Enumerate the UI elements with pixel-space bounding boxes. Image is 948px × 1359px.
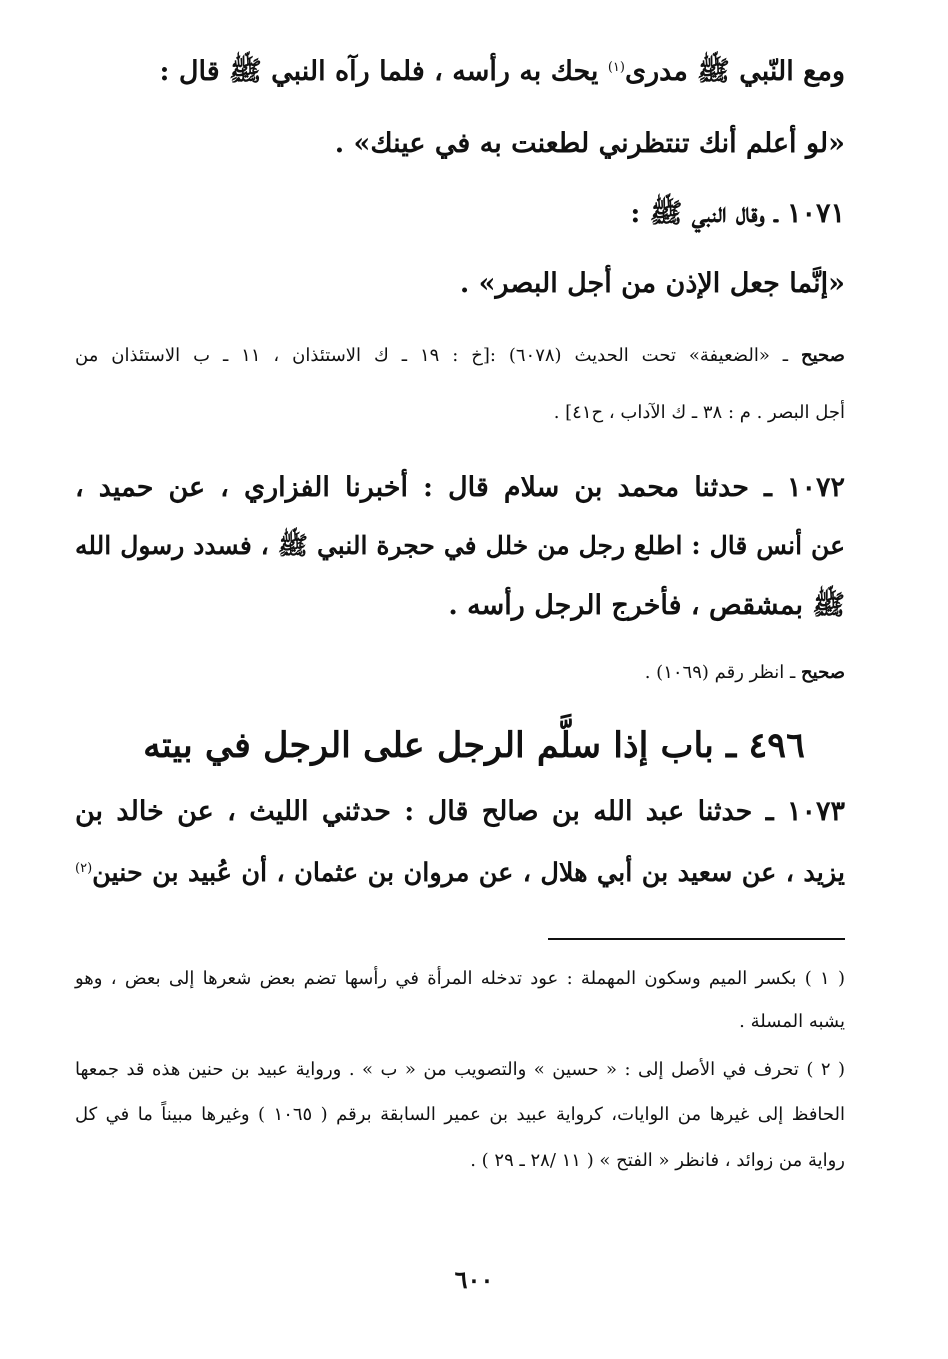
- source-note-2: [645, 664, 845, 682]
- hadith-quote-2: «إنَّما جعل الإذن من أجل البصر» .: [459, 268, 845, 299]
- hadith-1071-header: ١٠٧١ ـ وقال النبي ﷺ :: [630, 198, 845, 229]
- text-line-1: [160, 58, 845, 85]
- text-segment: يزيد ، عن سعيد بن أبي هلال ، عن مروان بن عثمان ، أن عُبيد بن حنين: [92, 858, 845, 888]
- footnote-2-line-1: ( ٢ ) تحرف في الأصل إلى : « حسين » والتصويب من « ب » . ورواية عبيد بن حنين هذه قد جمعها: [75, 1059, 845, 1080]
- footnote-ref-2: (٢): [75, 861, 93, 876]
- footnote-1-line-1: ( ١ ) بكسر الميم وسكون المهملة : عود تدخله المرأة في رأسها تضم بعض شعرها إلى بعض ، وهو: [75, 968, 846, 989]
- hadith-1073-line-2: [75, 858, 845, 888]
- hadith-1073-line-1: ١٠٧٣ ـ حدثنا عبد الله بن صالح قال : حدثني الليث ، عن خالد بن: [75, 796, 845, 827]
- footnote-2-line-2: الحافظ إلى غيرها من الوايات، كرواية عبيد بن عمير السابقة برقم ( ١٠٦٥ ) وغيرها مبيناً ما في كل: [75, 1104, 846, 1125]
- source-note-1-cont: أجل البصر . م : ٣٨ ـ ك الآداب ، ح٤١] .: [553, 402, 845, 423]
- source-note-1: [75, 347, 845, 365]
- hadith-quote-1: «لو أعلم أنك تنتظرني لطعنت به في عينك» .: [334, 128, 845, 159]
- footnote-2-line-3: رواية من زوائد ، فانظر « الفتح » ( ١١ /٢٨ ـ ٢٩ ) .: [470, 1150, 845, 1171]
- grade-label: صحيح: [801, 345, 845, 366]
- source-text: ـ «الضعيفة» تحت الحديث (٦٠٧٨) :[خ : ١٩ ـ ك الاستئذان ، ١١ ـ ب الاستئذان من: [75, 345, 801, 366]
- hadith-1072-line-2: عن أنس قال : اطلع رجل من خلل في حجرة النبي ﷺ ، فسدد رسول الله: [75, 531, 845, 560]
- text-segment: ومع النّبي ﷺ مدرى: [624, 56, 845, 87]
- hadith-1072-line-3: ﷺ بمشقص ، فأخرج الرجل رأسه .: [448, 590, 845, 621]
- footnote-ref-1: (١): [607, 60, 625, 75]
- hadith-1072-line-1: ١٠٧٢ ـ حدثنا محمد بن سلام قال : أخبرنا الفزاري ، عن حميد ،: [75, 472, 845, 503]
- footnote-divider: [548, 938, 845, 940]
- footnote-1-line-2: يشبه المسلة .: [739, 1011, 845, 1032]
- page-number: ٦٠٠: [454, 1265, 494, 1294]
- chapter-heading: ٤٩٦ ـ باب إذا سلَّم الرجل على الرجل في بيته: [143, 725, 805, 766]
- text-segment: يحك به رأسه ، فلما رآه النبي ﷺ قال :: [159, 56, 608, 87]
- source-text: ـ انظر رقم (١٠٦٩) .: [644, 662, 802, 683]
- grade-label: صحيح: [801, 662, 845, 683]
